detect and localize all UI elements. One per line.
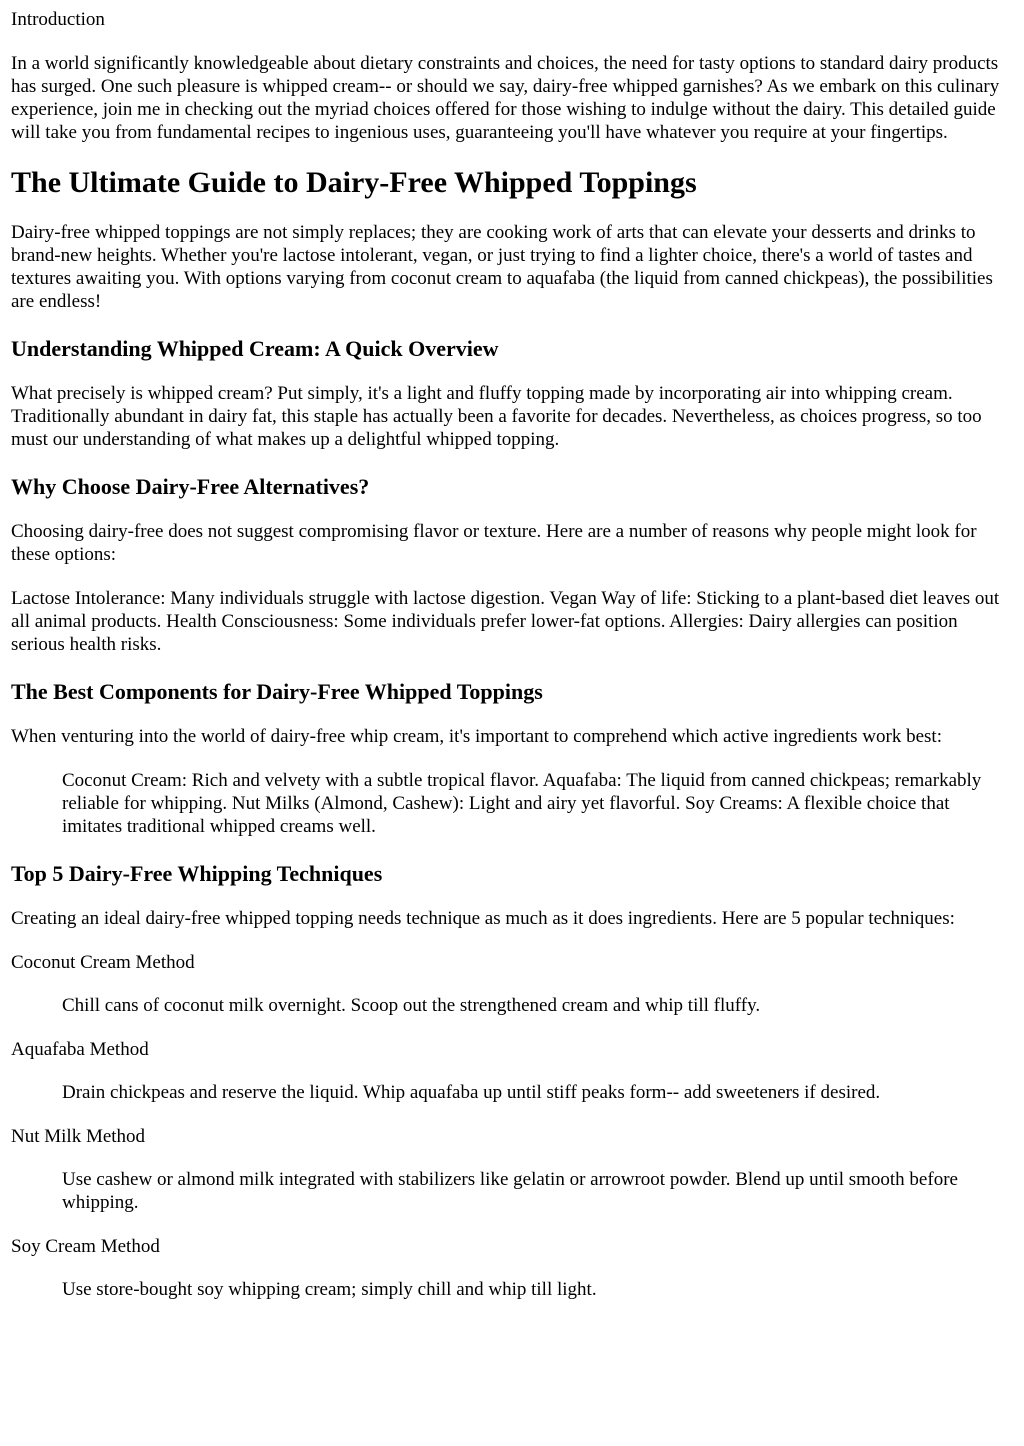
components-heading: The Best Components for Dairy-Free Whipped Toppings <box>11 679 543 704</box>
guide-title: The Ultimate Guide to Dairy-Free Whipped Toppings <box>11 166 697 199</box>
method-steps-aquafaba: Drain chickpeas and reserve the liquid. Whip aquafaba up until stiff peaks form-- add sweeteners if desired. <box>62 1082 881 1103</box>
method-label-coconut: Coconut Cream Method <box>11 952 195 973</box>
why-heading: Why Choose Dairy-Free Alternatives? <box>11 474 370 499</box>
method-steps-coconut: Chill cans of coconut milk overnight. Scoop out the strengthened cream and whip till fluffy. <box>62 995 761 1016</box>
techniques-heading: Top 5 Dairy-Free Whipping Techniques <box>11 861 383 886</box>
overview-paragraph: What precisely is whipped cream? Put simply, it's a light and fluffy topping made by incorporating air into whipping cream. Traditionally abundant in dairy fat, this staple has actually been a favorite for decades. Nevertheless, as choices progress, so too must our understanding of what makes up a delightful whipped topping. <box>11 383 982 450</box>
guide-paragraph: Dairy-free whipped toppings are not simply replaces; they are cooking work of arts that can elevate your desserts and drinks to brand-new heights. Whether you're lactose intolerant, vegan, or just trying to find a lighter choice, there's a world of tastes and textures awaiting you. With options varying from coconut cream to aquafaba (the liquid from canned chickpeas), the possibilities are endless! <box>11 222 993 312</box>
why-reasons: Lactose Intolerance: Many individuals struggle with lactose digestion. Vegan Way of life: Sticking to a plant-based diet leaves out all animal products. Health Consciousness: Some individuals prefer lower-fat options. Allergies: Dairy allergies can position serious health risks. <box>11 588 1000 655</box>
components-list: Coconut Cream: Rich and velvety with a subtle tropical flavor. Aquafaba: The liquid from canned chickpeas; remarkably reliable for whipping. Nut Milks (Almond, Cashew): Light and airy yet flavorful. Soy Creams: A flexible choice that imitates traditional whipped creams well. <box>62 770 982 837</box>
method-steps-nut-milk: Use cashew or almond milk integrated with stabilizers like gelatin or arrowroot powder. Blend up until smooth before whipping. <box>62 1169 958 1213</box>
why-paragraph: Choosing dairy-free does not suggest compromising flavor or texture. Here are a number of reasons why people might look for these options: <box>11 521 977 565</box>
method-label-aquafaba: Aquafaba Method <box>11 1039 149 1060</box>
intro-paragraph: In a world significantly knowledgeable about dietary constraints and choices, the need for tasty options to standard dairy products has surged. One such pleasure is whipped cream-- or should we say, dairy-free whipped garnishes? As we embark on this culinary experience, join me in checking out the myriad choices offered for those wishing to indulge without the dairy. This detailed guide will take you from fundamental recipes to ingenious uses, guaranteeing you'll have whatever you require at your fingertips. <box>11 53 1000 143</box>
method-label-soy-cream: Soy Cream Method <box>11 1236 160 1257</box>
method-steps-soy-cream: Use store-bought soy whipping cream; simply chill and whip till light. <box>62 1279 597 1300</box>
components-paragraph: When venturing into the world of dairy-free whip cream, it's important to comprehend which active ingredients work best: <box>11 726 942 747</box>
method-label-nut-milk: Nut Milk Method <box>11 1126 146 1147</box>
techniques-paragraph: Creating an ideal dairy-free whipped topping needs technique as much as it does ingredients. Here are 5 popular techniques: <box>11 908 955 929</box>
overview-heading: Understanding Whipped Cream: A Quick Overview <box>11 336 499 361</box>
intro-label: Introduction <box>11 9 105 30</box>
